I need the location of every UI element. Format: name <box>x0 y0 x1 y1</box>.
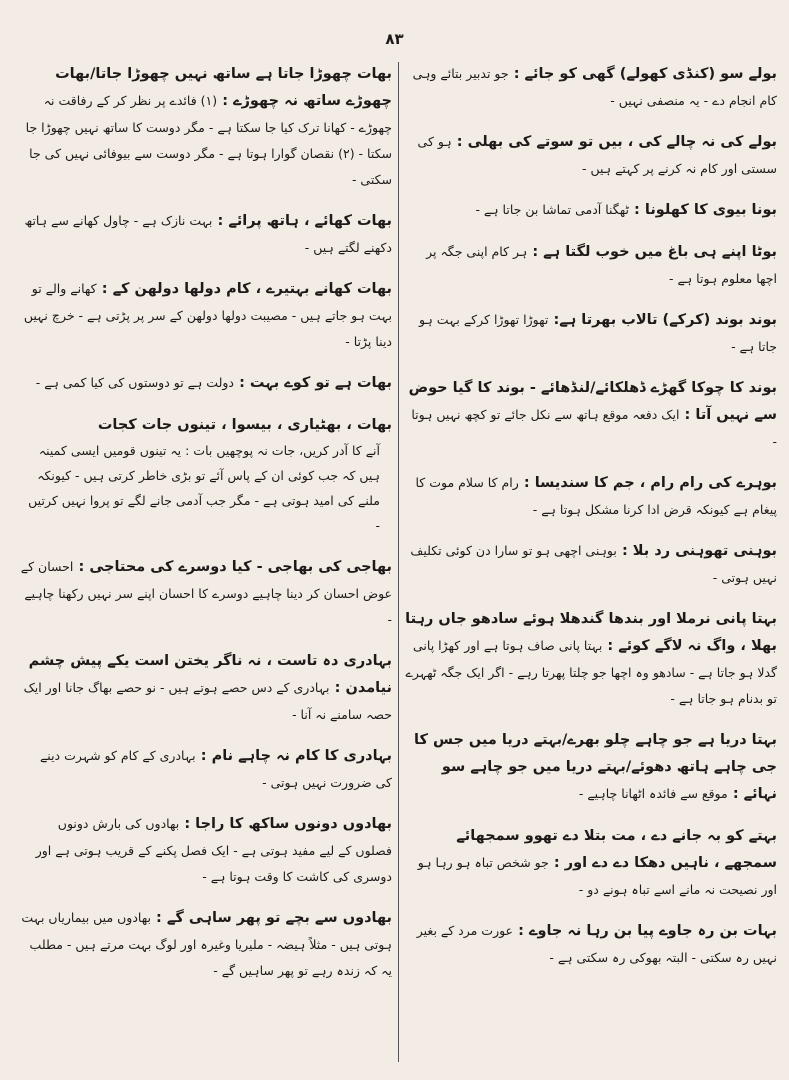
proverb-meaning: تھوڑا تھوڑا کرکے بہت ہو جاتا ہے - <box>419 312 777 354</box>
proverb-entry <box>405 306 777 359</box>
proverb-headword: بہتا دریا ہے جو چاہے چلو بھرے/بہتے دریا میں جس کا جی چاہے ہاتھ دھوئے/بہتے دریا میں جو چاہے سو نہائے : <box>414 732 777 802</box>
proverb-meaning: بوہنی اچھی ہو تو سارا دن کوئی تکلیف نہیں ہوتی - <box>410 543 777 585</box>
proverb-headword: بھادوں دونوں ساکھ کا راجا : <box>184 816 392 832</box>
proverb-entry <box>405 537 777 590</box>
proverb-headword: بونا بیوی کا کھلونا : <box>634 202 777 218</box>
proverb-headword: بوند بوند (کرکے) تالاب بھرتا ہے: <box>553 312 777 328</box>
proverb-headword: بہتا پانی نرملا اور بندھا گندھلا ہوئے سادھو جاں رہتا بھلا ، واگ نہ لاگے کوئے : <box>405 611 777 654</box>
proverb-headword: بھاجی کی بھاجی - کیا دوسرے کی محتاجی : <box>78 559 392 575</box>
proverb-headword: بوٹا اپنے ہی باغ میں خوب لگتا ہے : <box>532 244 777 260</box>
proverb-headword: بھات ، بھٹیاری ، بیسوا ، تینوں جات کجات <box>97 417 392 433</box>
proverb-headword: بھات کھانے بہتیرے ، کام دولھا دولھن کے : <box>101 281 392 297</box>
proverb-headword: بوند کا چوکا گھڑے ڈھلکائے/لنڈھائے - بوند کا گیا حوض سے نہیں آتا : <box>408 380 777 423</box>
proverb-entry <box>405 60 777 113</box>
proverb-entry <box>20 647 392 727</box>
proverb-entry <box>405 822 777 902</box>
proverb-meaning: (۱) فائدے پر نظر کر کے رفاقت نہ چھوڑے - کھانا ترک کیا جا سکتا ہے - مگر دوست کا ساتھ نہیں چھوڑا جا سکتا - (۲) نقصان گوارا ہوتا ہے - مگر دوست سے بیوفائی نہیں کی جا سکتی - <box>25 93 392 187</box>
proverb-entry <box>405 605 777 711</box>
proverb-entry <box>20 904 392 983</box>
proverb-headword: بہادری کا کام نہ چاہے نام : <box>200 748 392 764</box>
proverb-meaning: بھادوں کی بارش دونوں فصلوں کے لیے مفید ہوتی ہے - ایک فصل پکنے کے قریب ہوتی ہے اور دوسری کی کاشت کا وقت ہوتا ہے - <box>35 816 392 884</box>
proverb-meaning: بہت نازک ہے - چاول کھانے سے ہاتھ دکھنے لگتے ہیں - <box>24 213 392 255</box>
proverb-entry <box>20 411 392 538</box>
left-column <box>20 60 392 1065</box>
proverb-entry <box>405 128 777 181</box>
proverb-meaning: ہو کی سستی اور کام نہ کرنے پر کہتے ہیں - <box>417 134 777 176</box>
proverb-entry <box>20 369 392 396</box>
proverb-meaning: جو تدبیر بتائے وہی کام انجام دے - یہ منصفی نہیں - <box>412 66 777 108</box>
proverb-entry <box>20 275 392 354</box>
proverb-meaning: بھادوں میں بیماریاں بہت ہوتی ہیں - مثلاً ہیضہ - ملیریا وغیرہ اور لوگ بہت مرتے ہیں - مطلب یہ کہ زندہ رہے تو پھر ساہیں گے - <box>21 910 392 978</box>
proverb-meaning: عورت مرد کے بغیر نہیں رہ سکتی - البتہ بھوکی رہ سکتی ہے - <box>416 923 777 965</box>
proverb-headword: بوہرے کی رام رام ، جم کا سندیسا : <box>523 475 777 491</box>
proverb-entry <box>405 374 777 454</box>
proverb-entry <box>20 207 392 260</box>
proverb-headword: بولے سو (کنڈی کھولے) گھی کو جائے : <box>513 66 777 82</box>
proverb-meaning: کھانے والے تو بہت ہو جاتے ہیں - مصیبت دولھا دولھن کے سر پر پڑتی ہے - خرچ نہیں دینا پڑتا - <box>23 281 392 349</box>
proverb-meaning: ایک دفعہ موقع ہاتھ سے نکل جائے تو کچھ نہیں ہوتا - <box>411 407 777 449</box>
proverb-headword: بھات ہے تو کوے بہت : <box>239 375 392 391</box>
proverb-meaning: آنے کا آدر کریں، جات نہ پوچھیں بات : یہ تینوں قومیں ایسی کمینہ ہیں کہ جب کوئی ان کے پاس آئے تو بڑی خاطر کرتی ہیں - کیونکہ ملنے کی امید ہوتی ہے - مگر جب آدمی جانے لگے تو پروا نہیں کرتیں - <box>28 443 380 533</box>
proverb-meaning: ہر کام اپنی جگہ پر اچھا معلوم ہوتا ہے - <box>426 244 777 286</box>
proverb-entry <box>20 742 392 795</box>
proverb-headword: بولے کی نہ چالے کی ، بیں تو سوتے کی بھلی : <box>456 134 777 150</box>
proverb-headword: بہات بن رہ جاوے پیا بن رہا نہ جاوے : <box>518 923 777 939</box>
right-column <box>405 60 777 1065</box>
proverb-headword: بوہنی تھوہنی رد بلا : <box>621 543 777 559</box>
proverb-meaning: بہادری کے دس حصے ہوتے ہیں - نو حصے بھاگ جانا اور ایک حصہ سامنے نہ آنا - <box>23 680 392 722</box>
page-number: ۸۳ <box>385 30 404 48</box>
proverb-entry <box>405 917 777 970</box>
proverb-entry <box>405 238 777 291</box>
proverb-meaning: ٹھگنا آدمی تماشا بن جاتا ہے - <box>475 202 629 217</box>
proverb-headword: بھات چھوڑا جاتا ہے ساتھ نہیں چھوڑا جاتا/بھات چھوڑے ساتھ نہ چھوڑے : <box>55 66 392 109</box>
proverb-entry <box>405 469 777 522</box>
proverb-meaning: جو شخص تباہ ہو رہا ہو اور نصیحت نہ مانے اسے تباہ ہونے دو - <box>417 855 777 897</box>
column-divider <box>398 62 399 1062</box>
proverb-entry <box>405 196 777 223</box>
proverb-headword: بھات کھائے ، ہاتھ پرائے : <box>217 213 392 229</box>
proverb-headword: بہتے کو بہ جانے دے ، مت بتلا دے تھوو سمجھائے سمجھے ، ناہیں دھکا دے دے اور : <box>456 828 777 871</box>
proverb-meaning: بہتا پانی صاف ہوتا ہے اور کھڑا پانی گدلا ہو جاتا ہے - سادھو وہ اچھا جو چلتا پھرتا رہے - اگر ایک جگہ ٹھہرے تو بدنام ہو جاتا ہے - <box>405 638 777 706</box>
proverb-entry <box>20 60 392 192</box>
proverb-entry <box>405 726 777 807</box>
proverb-meaning: رام کا سلام موت کا پیغام ہے کیونکہ قرض ادا کرنا مشکل ہوتا ہے - <box>415 475 777 517</box>
proverb-headword: بھادوں سے بچے تو پھر ساہی گے : <box>156 910 392 926</box>
proverb-entry <box>20 810 392 889</box>
proverb-entry <box>20 553 392 632</box>
proverb-meaning: بہادری کے کام کو شہرت دینے کی ضرورت نہیں ہوتی - <box>39 748 392 790</box>
proverb-meaning: موقع سے فائدہ اٹھانا چاہیے - <box>578 786 728 801</box>
proverb-meaning: دولت ہے تو دوستوں کی کیا کمی ہے - <box>35 375 234 390</box>
proverb-meaning: احسان کے عوض احسان کر دینا چاہیے دوسرے کا احسان اپنے سر نہیں رکھنا چاہیے - <box>20 559 392 627</box>
proverb-headword: بہادری دہ تاست ، نہ ناگر یختن است یکے پیش چشم نیامدن : <box>28 653 392 696</box>
